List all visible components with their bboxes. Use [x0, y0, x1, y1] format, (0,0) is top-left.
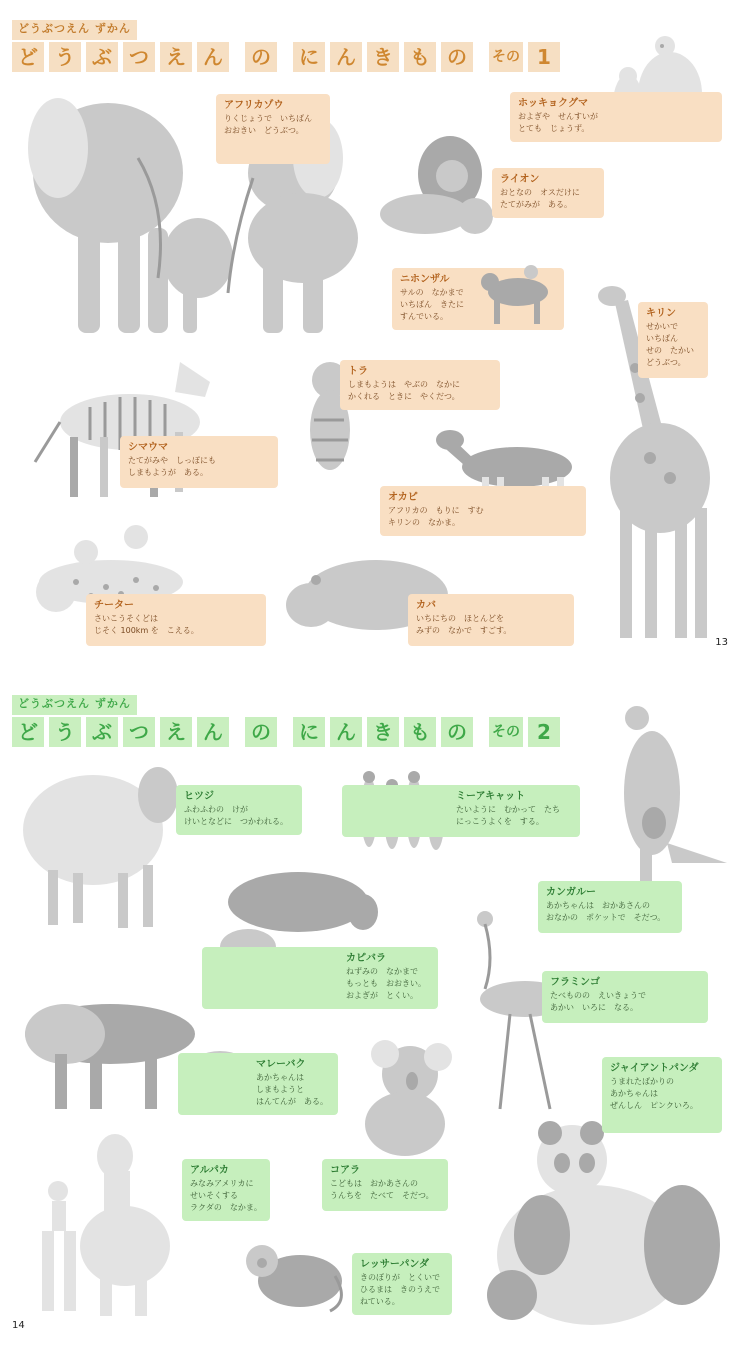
animal-description: きのぼりが とくいで ひるまは きのうえで ねている。: [360, 1273, 440, 1306]
title-gap: [234, 42, 240, 72]
animal-description: たべものの えいきょうで あかい いろに なる。: [550, 991, 646, 1012]
animal-name: ヒツジ: [184, 791, 214, 802]
card-flamingo: [542, 971, 708, 1023]
card-red-panda: [352, 1253, 452, 1315]
title-gap: [478, 42, 484, 72]
animal-description: ふわふわの けが けいとなどに つかわれる。: [184, 805, 288, 826]
title-char: の: [245, 717, 277, 747]
animal-description: サルの なかまで いちばん きたに すんでいる。: [400, 288, 464, 321]
title-char: う: [49, 717, 81, 747]
section-header: どうぶつえん ずかん: [12, 695, 137, 715]
animal-name: ライオン: [500, 174, 540, 185]
animal-description: アフリカの もりに すむ キリンの なかま。: [388, 506, 484, 527]
animal-description: あかちゃんは しまもようと はんてんが ある。: [256, 1073, 328, 1106]
giant-panda-image: [482, 1105, 730, 1337]
card-giant-panda: [602, 1057, 722, 1133]
animal-name: ジャイアントパンダ: [610, 1063, 699, 1074]
title-char: に: [293, 42, 325, 72]
animal-name: レッサーパンダ: [360, 1259, 429, 1270]
title-char: の: [245, 42, 277, 72]
title-gap: [282, 42, 288, 72]
animal-description: しまもようは やぶの なかに かくれる ときに やくだつ。: [348, 380, 460, 401]
title-char: に: [293, 717, 325, 747]
title-char: え: [160, 42, 192, 72]
animal-description: こどもは おかあさんの うんちを たべて そだつ。: [330, 1179, 434, 1200]
monkey-image: [476, 262, 560, 326]
animal-name: マレーバク: [256, 1059, 306, 1070]
animal-name: オカピ: [388, 492, 418, 503]
title-gap: [234, 717, 240, 747]
title-char: ん: [197, 42, 229, 72]
card-giraffe: [638, 302, 708, 378]
page-number: 13: [715, 637, 728, 648]
title-char: ん: [330, 717, 362, 747]
page-title: [12, 717, 560, 749]
title-char: 1: [528, 42, 560, 72]
kangaroo-image: [612, 703, 730, 891]
card-hippo: [408, 594, 574, 646]
title-char: き: [367, 42, 399, 72]
title-char: つ: [123, 42, 155, 72]
title-char: その: [489, 717, 523, 747]
animal-description: およぎや せんすいが とても じょうず。: [518, 112, 598, 133]
section-header: どうぶつえん ずかん: [12, 20, 137, 40]
card-lion: [492, 168, 604, 218]
title-char: 2: [528, 717, 560, 747]
animal-name: チーター: [94, 600, 134, 611]
title-char: ん: [197, 717, 229, 747]
title-char: その: [489, 42, 523, 72]
title-gap: [282, 717, 288, 747]
animal-description: あかちゃんは おかあさんの おなかの ポケットで そだつ。: [546, 901, 666, 922]
card-okapi: [380, 486, 586, 536]
animal-name: シマウマ: [128, 442, 168, 453]
animal-name: コアラ: [330, 1165, 360, 1176]
animal-description: うまれたばかりの あかちゃんは ぜんしん ピンクいろ。: [610, 1077, 698, 1110]
title-char: つ: [123, 717, 155, 747]
card-polar-bear: [510, 92, 722, 142]
animal-description: たてがみや しっぽにも しまもようが ある。: [128, 456, 216, 477]
title-char: ど: [12, 42, 44, 72]
title-char: う: [49, 42, 81, 72]
title-char: も: [404, 717, 436, 747]
animal-description: たいように むかって たち にっこうよくを する。: [456, 805, 560, 826]
card-elephant: [216, 94, 330, 164]
card-tiger: [340, 360, 500, 410]
title-char: ぶ: [86, 717, 118, 747]
animal-name: キリン: [646, 308, 676, 319]
alpaca-image: [30, 1131, 180, 1317]
animal-description: せかいで いちばん せの たかい どうぶつ。: [646, 322, 694, 367]
page-number: 14: [12, 1320, 25, 1331]
title-char: の: [441, 717, 473, 747]
animal-description: みなみアメリカに せいそくする ラクダの なかま。: [190, 1179, 262, 1212]
lion-image: [380, 134, 492, 236]
koala-image: [350, 1039, 462, 1161]
animal-description: りくじょうで いちばん おおきい どうぶつ。: [224, 114, 312, 135]
page-title: [12, 42, 560, 74]
card-cheetah: [86, 594, 266, 646]
card-koala: [322, 1159, 448, 1211]
animal-description: いちにちの ほとんどを みずの なかで すごす。: [416, 614, 512, 635]
card-tapir: [178, 1053, 338, 1115]
card-meerkat: [342, 785, 580, 837]
animal-name: ホッキョクグマ: [518, 98, 588, 109]
animal-name: アフリカゾウ: [224, 100, 284, 111]
sheep-image: [18, 755, 184, 933]
card-sheep: [176, 785, 302, 835]
animal-name: カピバラ: [346, 953, 386, 964]
card-zebra: [120, 436, 278, 488]
animal-description: おとなの オスだけに たてがみが ある。: [500, 188, 580, 209]
title-char: ど: [12, 717, 44, 747]
animal-name: カンガルー: [546, 887, 596, 898]
animal-description: ねずみの なかまで もっとも おおきい。 およぎが とくい。: [346, 967, 426, 1000]
animal-name: カバ: [416, 600, 436, 611]
title-char: も: [404, 42, 436, 72]
title-char: の: [441, 42, 473, 72]
animal-name: ミーアキャット: [456, 791, 526, 802]
animal-description: さいこうそくどは じそく 100km を こえる。: [94, 614, 199, 635]
animal-name: トラ: [348, 366, 368, 377]
title-char: ん: [330, 42, 362, 72]
title-char: え: [160, 717, 192, 747]
animal-name: アルパカ: [190, 1165, 229, 1176]
page-14: [0, 675, 750, 1350]
title-gap: [478, 717, 484, 747]
red-panda-image: [240, 1241, 352, 1315]
card-alpaca: [182, 1159, 270, 1221]
animal-name: フラミンゴ: [550, 977, 600, 988]
title-char: き: [367, 717, 399, 747]
title-char: ぶ: [86, 42, 118, 72]
animal-name: ニホンザル: [400, 274, 450, 285]
